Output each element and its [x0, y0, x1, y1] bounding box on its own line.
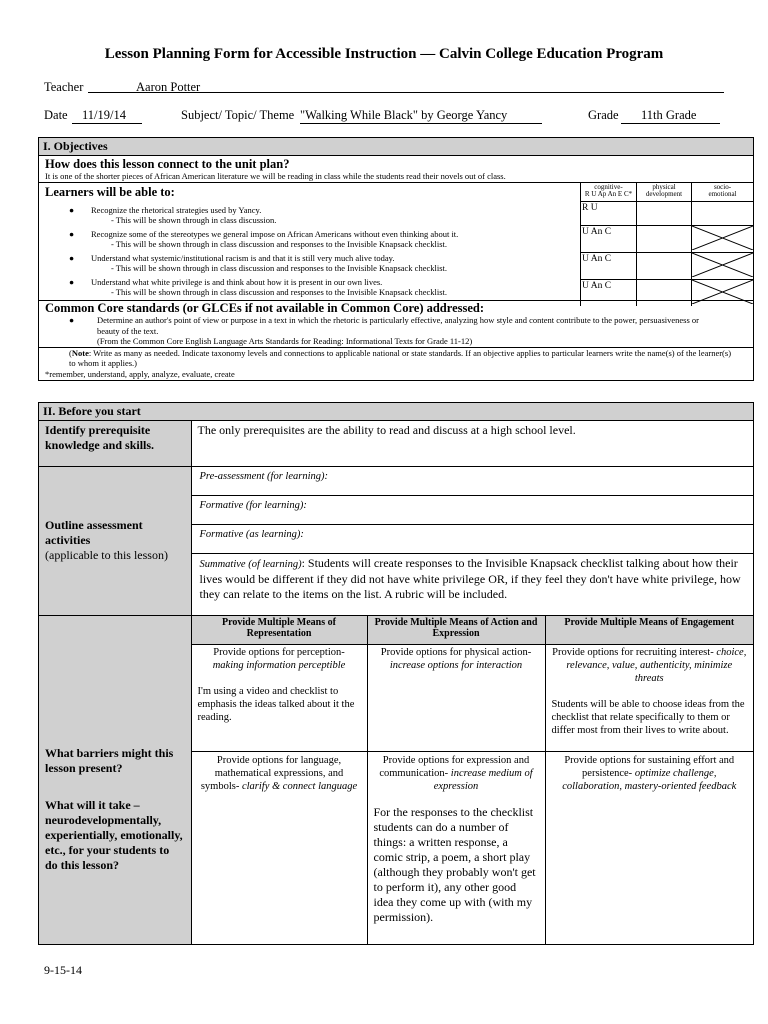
- objective-evidence: - This will be shown through in class discussion and responses to the Invisible Knapsack checklist.: [111, 287, 448, 297]
- grade-label: Grade: [588, 108, 619, 122]
- unit-answer: It is one of the shorter pieces of African American literature we will be reading in class while the students read their novels out of class.: [45, 171, 506, 181]
- socio-cell-x: [692, 279, 754, 306]
- note-text: : Write as many as needed. Indicate taxonomy levels and connections to applicable national or state standards. If an objective applies to particular learners write the name(s) of the learner(s) to whom it applies.): [69, 347, 732, 368]
- physical-goal: increase options for interaction: [389, 659, 523, 671]
- cross-icon: [692, 280, 753, 304]
- col-socio: socio- emotional: [692, 183, 754, 201]
- expression-response: For the responses to the checklist students can do a number of things: a written response, a comic strip, a poem, a short play (although they probably won't get to perform it), any other good idea they come up with (with my permission).: [373, 804, 536, 924]
- barriers-question: What barriers might this lesson present?: [45, 746, 174, 776]
- summative-cell: [191, 553, 753, 615]
- col-representation: Provide Multiple Means of Representation: [191, 615, 367, 644]
- physical-cell: [637, 201, 692, 225]
- common-core-item: [39, 315, 753, 347]
- objectives-section: [38, 137, 754, 381]
- common-core-source: (From the Common Core English Language Arts Standards for Reading: Informational Texts for Grade 11-12): [97, 336, 473, 346]
- physical-cell: [637, 225, 692, 252]
- cog-level: R U: [581, 201, 637, 225]
- socio-cell: [692, 201, 754, 225]
- perception-prompt: Provide options for perception-: [213, 646, 345, 658]
- interest-prompt: Provide options for recruiting interest-: [552, 646, 714, 658]
- cross-icon: [692, 226, 753, 250]
- engagement-sustain: [545, 751, 753, 944]
- cog-level: U An C: [581, 252, 637, 279]
- cog-level: U An C: [581, 225, 637, 252]
- objective-evidence: - This will be shown through in class discussion and responses to the Invisible Knapsack checklist.: [111, 263, 448, 273]
- cross-icon: [692, 253, 753, 277]
- objective-text: Understand what systemic/institutional racism is and that it is still very much alive today.: [91, 253, 395, 263]
- date-value: 11/19/14: [72, 108, 142, 124]
- learners-block: [39, 182, 753, 300]
- language-goal: clarify & connect language: [241, 780, 358, 792]
- action-expression: [367, 751, 545, 944]
- before-table: [39, 421, 753, 944]
- cog-level: U An C: [581, 279, 637, 306]
- socio-cell-x: [692, 252, 754, 279]
- assessment-label-cell: [39, 466, 191, 615]
- col-action-expression: Provide Multiple Means of Action and Expression: [367, 615, 545, 644]
- subject-value: "Walking While Black" by George Yancy: [300, 108, 542, 124]
- objective-item: [69, 277, 599, 301]
- summative-label: Summative (of learning): [199, 558, 302, 570]
- expression-prompt: Provide options for expression and communication-: [379, 754, 530, 779]
- bullet-icon: ●: [69, 315, 75, 325]
- bullet-icon: ●: [69, 253, 75, 263]
- prereq-value: The only prerequisites are the ability to read and discuss at a high school level.: [191, 421, 753, 466]
- language-prompt: Provide options for language, mathematical expressions, and symbols-: [200, 754, 344, 792]
- col-cognitive: cognitive- R U Ap An E C*: [581, 183, 637, 201]
- before-section: [38, 402, 754, 945]
- summative-value: : Students will create responses to the Invisible Knapsack checklist talking about how their lives would be different if they did not have white privilege OR, if they feel they don't have white privilege, how they can relate to the items on the list. A rubric will be included.: [199, 555, 741, 601]
- objectives-list: [69, 205, 599, 301]
- subject-label: Subject/ Topic/ Theme: [181, 108, 295, 122]
- assessment-label: Outline assessment activities: [45, 518, 143, 547]
- col-physical: physical development: [637, 183, 692, 201]
- objective-evidence: - This will be shown through in class discussion and responses to the Invisible Knapsack checklist.: [111, 239, 448, 249]
- assessment-sublabel: (applicable to this lesson): [45, 548, 168, 562]
- note-block: [39, 347, 753, 369]
- learners-question: Learners will be able to:: [45, 185, 175, 199]
- date-label: Date: [44, 108, 68, 122]
- expression-goal: increase medium of expression: [433, 767, 533, 792]
- objective-item: [69, 205, 599, 229]
- common-core-question: Common Core standards (or GLCEs if not available in Common Core) addressed:: [45, 301, 485, 315]
- unit-question: How does this lesson connect to the unit plan?: [45, 157, 290, 171]
- bullet-icon: ●: [69, 277, 75, 287]
- grade-value: 11th Grade: [621, 108, 720, 124]
- pre-assessment: Pre-assessment (for learning):: [191, 466, 753, 495]
- representation-language: [191, 751, 367, 944]
- objective-item: [69, 253, 599, 277]
- sustain-goal: optimize challenge, collaboration, mastery-oriented feedback: [562, 767, 737, 792]
- formative-as-learning: Formative (as learning):: [191, 524, 753, 553]
- perception-response: I'm using a video and checklist to emphasis the ideas talked about it the reading.: [197, 685, 355, 723]
- teacher-name: Aaron Potter: [136, 80, 201, 94]
- requirements-question: What will it take – neurodevelopmentally, experientially, emotionally, etc., for your students to do this lesson?: [45, 798, 183, 873]
- objective-item: [69, 229, 599, 253]
- note-bold: Note: [71, 347, 89, 358]
- objectives-header: I. Objectives: [39, 138, 753, 156]
- before-header: II. Before you start: [39, 403, 753, 421]
- note-paren: (: [69, 347, 72, 358]
- action-physical: [367, 644, 545, 751]
- perception-goal: making information perceptible: [212, 659, 346, 671]
- engagement-interest: [545, 644, 753, 751]
- footer-date: 9-15-14: [44, 963, 82, 977]
- taxonomy-footnote: *remember, understand, apply, analyze, evaluate, create: [45, 368, 235, 379]
- physical-prompt: Provide options for physical action-: [380, 646, 532, 658]
- physical-cell: [637, 252, 692, 279]
- teacher-label: Teacher: [44, 80, 84, 94]
- barriers-label-cell: [39, 615, 191, 944]
- sustain-prompt: Provide options for sustaining effort and persistence-: [564, 754, 735, 779]
- bullet-icon: ●: [69, 205, 75, 215]
- bullet-icon: ●: [69, 229, 75, 239]
- page-title: Lesson Planning Form for Accessible Instruction — Calvin College Education Program: [104, 46, 664, 62]
- formative-for-learning: Formative (for learning):: [191, 495, 753, 524]
- objective-text: Recognize the rhetorical strategies used by Yancy.: [91, 205, 262, 215]
- col-engagement: Provide Multiple Means of Engagement: [545, 615, 753, 644]
- objective-evidence: - This will be shown through in class discussion.: [111, 215, 277, 225]
- representation-perception: [191, 644, 367, 751]
- physical-cell: [637, 279, 692, 306]
- domain-grid: [580, 183, 753, 306]
- common-core-text: Determine an author's point of view or purpose in a text in which the rhetoric is particularly effective, analyzing how style and content contribute to the power, persuasiveness or beauty of the text.: [97, 315, 699, 336]
- objective-text: Recognize some of the stereotypes we general impose on African Americans without even thinking about it.: [91, 229, 459, 239]
- interest-response: Students will be able to choose ideas from the checklist that relate specifically to them or differ most from their lives to write about.: [551, 698, 745, 736]
- objective-text: Understand what white privilege is and think about how it is present in our own lives.: [91, 277, 383, 287]
- socio-cell-x: [692, 225, 754, 252]
- interest-goal: choice, relevance, value, authenticity, minimize threats: [566, 646, 747, 684]
- prereq-label: Identify prerequisite knowledge and skills.: [39, 421, 191, 466]
